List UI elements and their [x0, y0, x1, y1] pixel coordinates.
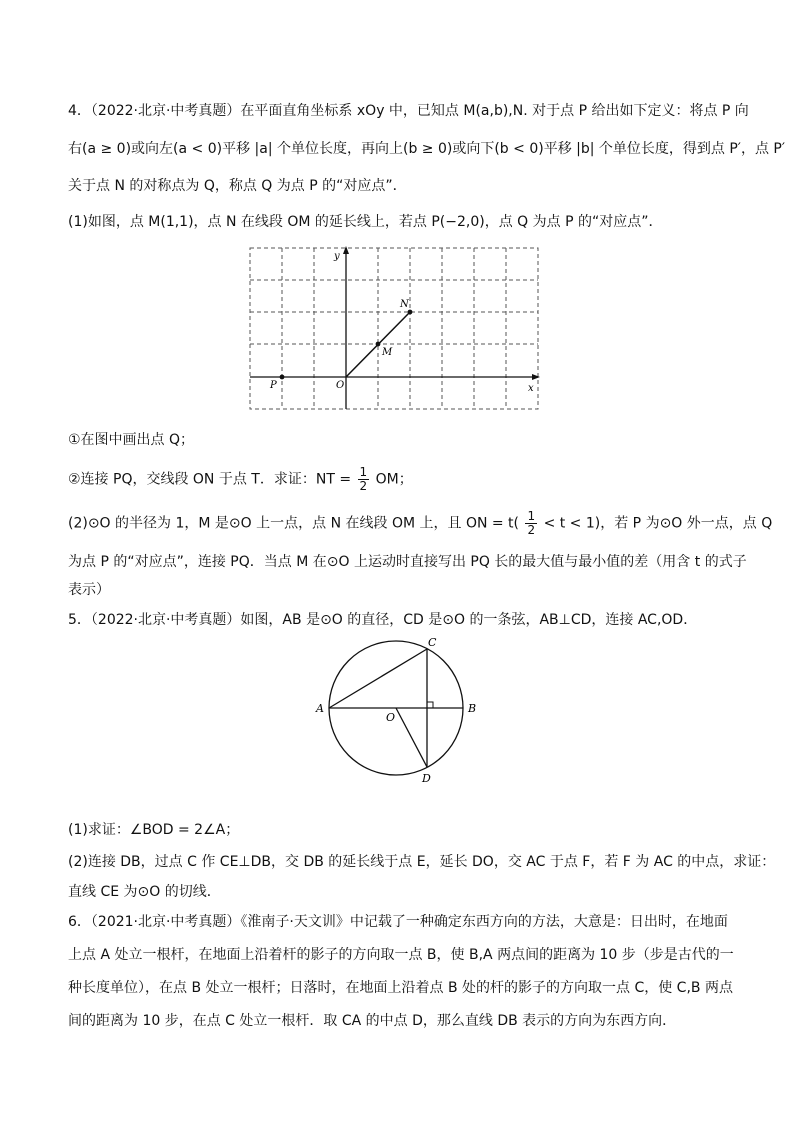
label-c: C: [428, 636, 437, 649]
x-axis-arrow: [532, 374, 540, 380]
point-p: [280, 375, 285, 380]
problem6-line3: 种长度单位），在点 B 处立一根杆；日落时，在地面上沿着点 B 处的杆的影子的方向取一点 C，使 C,B 两点: [68, 980, 733, 996]
label-o: O: [386, 711, 396, 724]
label-p: P: [270, 380, 277, 391]
circle-figure: [310, 636, 490, 786]
problem4-part1: (1)如图，点 M(1,1)，点 N 在线段 OM 的延长线上，若点 P(−2,0)，点 Q 为点 P 的“对应点”．: [68, 214, 663, 230]
problem4-line1: 4．（2022·北京·中考真题）在平面直角坐标系 xOy 中，已知点 M(a,b),N. 对于点 P 给出如下定义：将点 P 向: [68, 103, 749, 119]
label-origin: O: [336, 380, 345, 391]
fraction-denominator: 2: [359, 479, 368, 493]
part2-text-before: (2)⊙O 的半径为 1，M 是⊙O 上一点，点 N 在线段 OM 上，且 ON = t(: [68, 515, 520, 532]
fraction-one-half: [525, 510, 537, 537]
point-m: [376, 342, 381, 347]
label-d: D: [422, 772, 431, 785]
label-x: x: [528, 383, 534, 394]
label-b: B: [468, 702, 477, 715]
segment-od: [396, 708, 427, 767]
problem6-line4: 间的距离为 10 步，在点 C 处立一根杆．取 CA 的中点 D，那么直线 DB 表示的方向为东西方向．: [68, 1013, 677, 1029]
problem6-line2: 上点 A 处立一根杆，在地面上沿着杆的影子的方向取一点 B，使 B,A 两点间的距离为 10 步（步是古代的一: [68, 947, 734, 963]
segment-ac: [329, 649, 427, 708]
problem4-q1: ①在图中画出点 Q；: [68, 432, 195, 448]
label-y: y: [334, 251, 340, 262]
y-axis-arrow: [343, 246, 349, 254]
q2-text-after: OM；: [375, 471, 413, 488]
problem5-part1: (1)求证：∠BOD = 2∠A；: [68, 822, 240, 838]
problem5-line1: 5．（2022·北京·中考真题）如图，AB 是⊙O 的直径，CD 是⊙O 的一条弦，AB⊥CD，连接 AC,OD．: [68, 612, 698, 628]
problem5-part2-line1: (2)连接 DB，过点 C 作 CE⊥DB，交 DB 的延长线于点 E，延长 DO，交 AC 于点 F，若 F 为 AC 的中点，求证：: [68, 854, 776, 870]
label-a: A: [316, 702, 324, 715]
label-n: N: [400, 299, 409, 310]
coordinate-grid-figure: [248, 245, 548, 415]
fraction-numerator: 1: [527, 509, 536, 523]
fraction-one-half: [358, 466, 370, 493]
q2-text-before: ②连接 PQ，交线段 ON 于点 T．求证：NT =: [68, 471, 352, 488]
problem4-line3: 关于点 N 的对称点为 Q，称点 Q 为点 P 的“对应点”．: [68, 178, 407, 194]
fraction-numerator: 1: [359, 465, 368, 479]
label-m: M: [382, 347, 393, 358]
problem5-part2-line2: 直线 CE 为⊙O 的切线．: [68, 884, 221, 900]
part2-text-after: < t < 1)，若 P 为⊙O 外一点，点 Q: [543, 515, 773, 532]
problem4-line2: 右(a ≥ 0)或向左(a < 0)平移 |a| 个单位长度，再向上(b ≥ 0)或向下(b < 0)平移 |b| 个单位长度，得到点 P′，点 P′: [68, 141, 786, 157]
problem4-part2-line1: [68, 510, 772, 537]
problem4-part2-line3: 表示）: [68, 582, 110, 598]
right-angle-mark: [427, 702, 433, 708]
problem4-q2: [68, 466, 413, 493]
point-n: [408, 310, 413, 315]
problem4-part2-line2: 为点 P 的“对应点”，连接 PQ．当点 M 在⊙O 上运动时直接写出 PQ 长的最大值与最小值的差（用含 t 的式子: [68, 554, 747, 570]
problem6-line1: 6．（2021·北京·中考真题）《淮南子·天文训》中记载了一种确定东西方向的方法，大意是：日出时，在地面: [68, 914, 728, 930]
fraction-denominator: 2: [527, 523, 536, 537]
